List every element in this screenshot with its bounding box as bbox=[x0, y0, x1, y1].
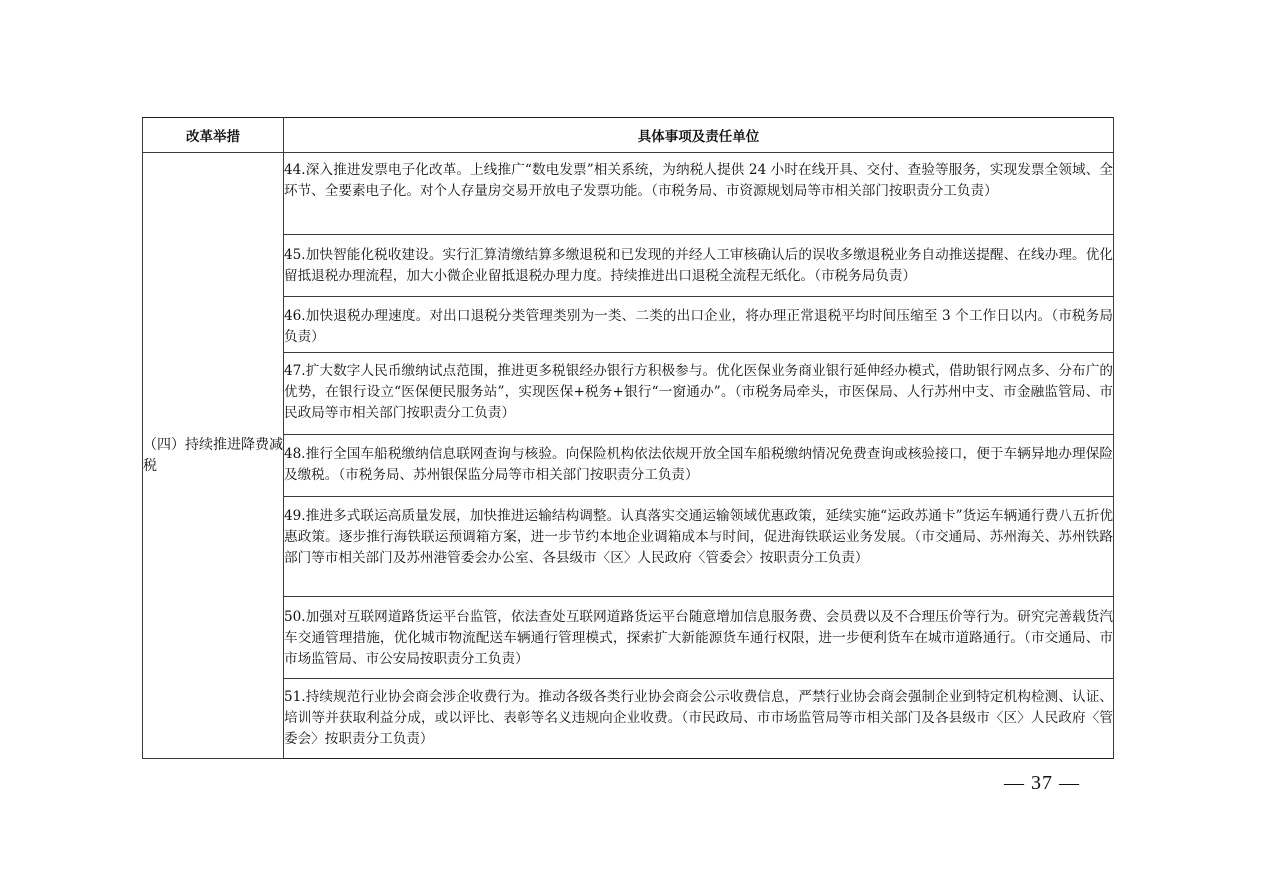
table-row bbox=[143, 679, 1114, 759]
table-row bbox=[143, 235, 1114, 297]
table-row bbox=[143, 297, 1114, 353]
item-48: 48.推行全国车船税缴纳信息联网查询与核验。向保险机构依法依规开放全国车船税缴纳情况免费查询或核验接口，便于车辆异地办理保险及缴税。（市税务局、苏州银保监分局等市相关部门按职责分工负责） bbox=[284, 435, 1114, 497]
item-51: 51.持续规范行业协会商会涉企收费行为。推动各级各类行业协会商会公示收费信息，严禁行业协会商会强制企业到特定机构检测、认证、培训等并获取利益分成，或以评比、表彰等名义违规向企业收费。（市民政局、市市场监管局等市相关部门及各县级市〈区〉人民政府〈管委会〉按职责分工负责） bbox=[284, 679, 1114, 759]
table-row bbox=[143, 435, 1114, 497]
item-49: 49.推进多式联运高质量发展，加快推进运输结构调整。认真落实交通运输领域优惠政策，延续实施“运政苏通卡”货运车辆通行费八五折优惠政策。逐步推行海铁联运预调箱方案，进一步节约本地企业调箱成本与时间，促进海铁联运业务发展。（市交通局、苏州海关、苏州铁路部门等市相关部门及苏州港管委会办公室、各县级市〈区〉人民政府〈管委会〉按职责分工负责） bbox=[284, 497, 1114, 597]
table-row bbox=[143, 153, 1114, 235]
header-specific-items: 具体事项及责任单位 bbox=[284, 118, 1114, 153]
table-header-row bbox=[143, 118, 1114, 153]
item-50: 50.加强对互联网道路货运平台监管，依法查处互联网道路货运平台随意增加信息服务费、会员费以及不合理压价等行为。研究完善载货汽车交通管理措施，优化城市物流配送车辆通行管理模式，探索扩大新能源货车通行权限，进一步便利货车在城市道路通行。（市交通局、市市场监管局、市公安局按职责分工负责） bbox=[284, 597, 1114, 679]
item-44: 44.深入推进发票电子化改革。上线推广“数电发票”相关系统，为纳税人提供 24 小时在线开具、交付、查验等服务，实现发票全领域、全环节、全要素电子化。对个人存量房交易开放电子发票功能。（市税务局、市资源规划局等市相关部门按职责分工负责） bbox=[284, 153, 1114, 235]
reform-measures-table bbox=[142, 117, 1114, 759]
item-45: 45.加快智能化税收建设。实行汇算清缴结算多缴退税和已发现的并经人工审核确认后的误收多缴退税业务自动推送提醒、在线办理。优化留抵退税办理流程，加大小微企业留抵退税办理力度。持续推进出口退税全流程无纸化。（市税务局负责） bbox=[284, 235, 1114, 297]
item-46: 46.加快退税办理速度。对出口退税分类管理类别为一类、二类的出口企业，将办理正常退税平均时间压缩至 3 个工作日以内。（市税务局负责） bbox=[284, 297, 1114, 353]
page-number: — 37 — bbox=[1004, 772, 1080, 794]
item-47: 47.扩大数字人民币缴纳试点范围，推进更多税银经办银行方积极参与。优化医保业务商业银行延伸经办模式，借助银行网点多、分布广的优势，在银行设立“医保便民服务站”，实现医保+税务+银行“一窗通办”。（市税务局牵头，市医保局、人行苏州中支、市金融监管局、市民政局等市相关部门按职责分工负责） bbox=[284, 353, 1114, 435]
category-cell: （四）持续推进降费减税 bbox=[143, 153, 284, 759]
table-row bbox=[143, 353, 1114, 435]
header-reform-measure: 改革举措 bbox=[143, 118, 284, 153]
table-row bbox=[143, 597, 1114, 679]
table-row bbox=[143, 497, 1114, 597]
